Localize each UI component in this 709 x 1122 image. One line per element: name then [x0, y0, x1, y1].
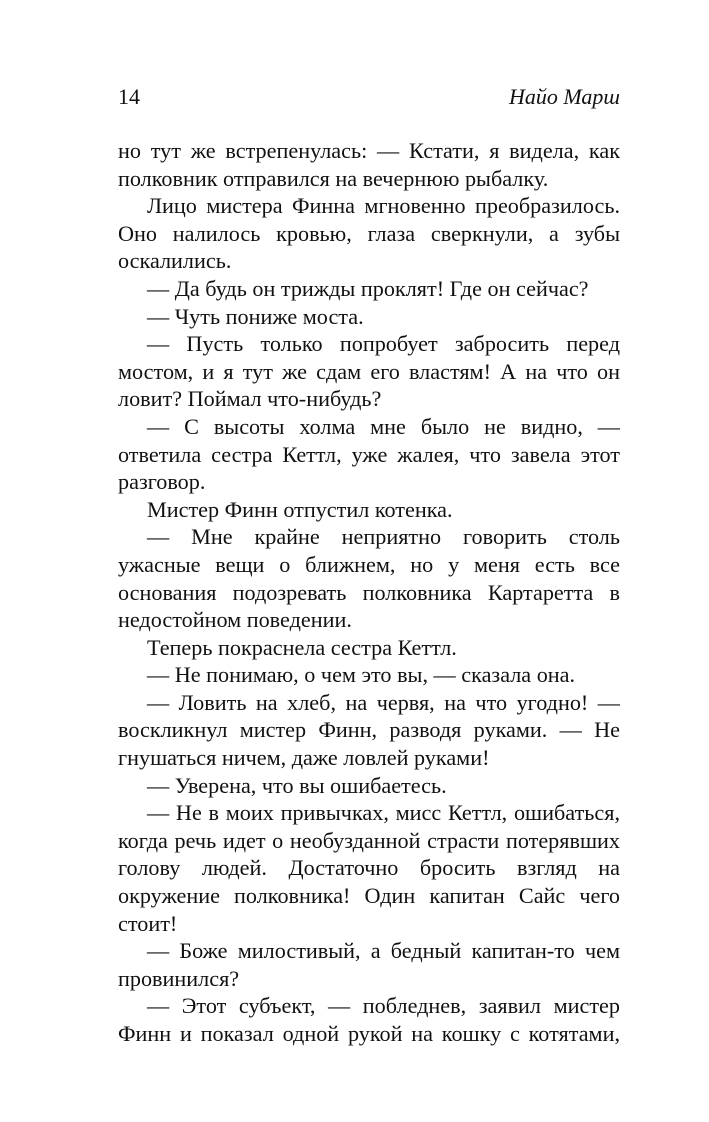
running-head-author: Найо Марш — [508, 84, 620, 109]
body-text — [118, 137, 620, 1048]
paragraph: Лицо мистера Финна мгновенно преобразилось. Оно налилось кровью, глаза сверкнули, а зубы оскалились. — [118, 193, 620, 274]
dialogue-line: — Ловить на хлеб, на червя, на что угодно! — воскликнул мистер Финн, разводя руками. — Не гнушаться ничем, даже ловлей руками! — [118, 689, 620, 771]
dialogue-line: — Мне крайне неприятно говорить столь ужасные вещи о ближнем, но у меня есть все основания подозревать полковника Картаретта в недостойном поведении. — [118, 524, 620, 633]
dialogue-line: — С высоты холма мне было не видно, — ответила сестра Кеттл, уже жалея, что завела этот разговор. — [118, 413, 620, 495]
dialogue-line: — Этот субъект, — побледнев, заявил мистер Финн и показал одной рукой на кошку с котятами, — [118, 993, 620, 1046]
paragraph: Теперь покраснела сестра Кеттл. — [147, 634, 457, 660]
dialogue-line: — Уверена, что вы ошибаетесь. — [147, 772, 447, 798]
dialogue-line: — Да будь он трижды проклят! Где он сейчас? — [147, 275, 589, 301]
page-content — [118, 0, 620, 1122]
dialogue-line: — Чуть пониже моста. — [147, 303, 364, 329]
dialogue-line: — Не понимаю, о чем это вы, — сказала она. — [147, 662, 576, 688]
paragraph: Мистер Финн отпустил котенка. — [147, 496, 453, 522]
page-number: 14 — [118, 84, 140, 109]
dialogue-line: — Боже милостивый, а бедный капитан-то чем провинился? — [118, 938, 620, 991]
paragraph: но тут же встрепенулась: — Кстати, я видела, как полковник отправился на вечернюю рыбалку. — [118, 138, 620, 191]
page-header — [118, 84, 620, 110]
dialogue-line: — Пусть только попробует забросить перед мостом, и я тут же сдам его властям! А на что он ловит? Поймал что-нибудь? — [118, 331, 620, 412]
dialogue-line: — Не в моих привычках, мисс Кеттл, ошибаться, когда речь идет о необузданной страсти потерявших голову людей. Достаточно бросить взгляд на окружение полковника! Один капитан Сайс чего стоит! — [118, 800, 620, 936]
